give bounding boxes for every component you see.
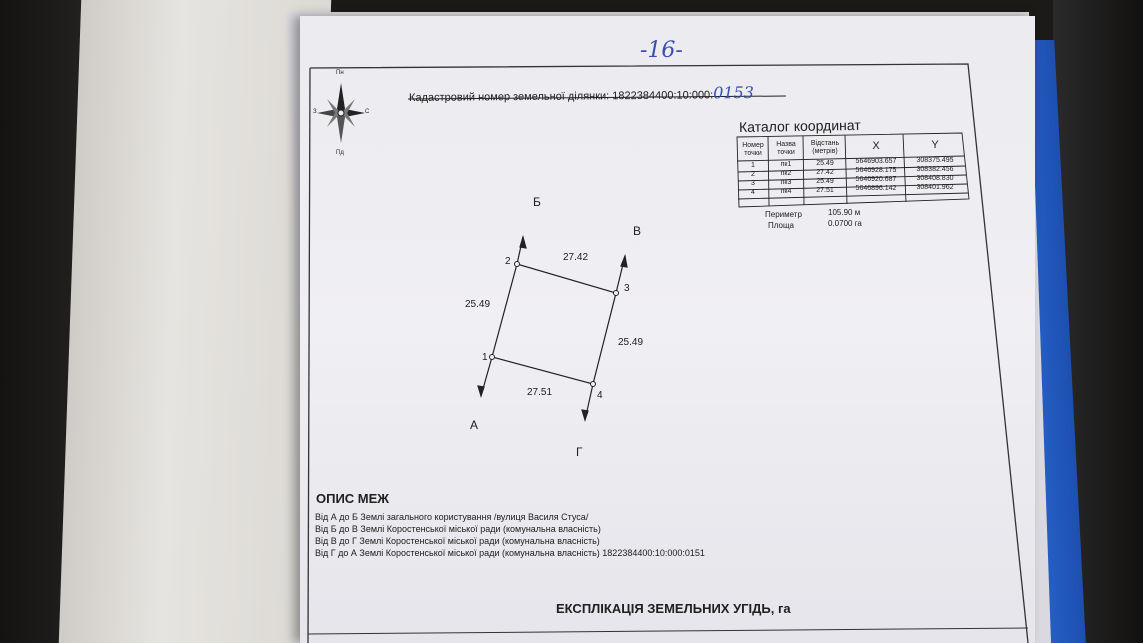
page-frame-left: [308, 68, 310, 643]
header-distance: Відстань (метрів): [810, 140, 840, 155]
letter-v: В: [633, 224, 642, 238]
letter-a: А: [470, 418, 479, 432]
header-y: Y: [931, 139, 939, 151]
parcel-boundary: [492, 264, 616, 384]
catalog-cell: 308375.495: [916, 157, 954, 164]
catalog-cell: 5646920.687: [855, 176, 897, 183]
header-point-number: Номер точки: [742, 142, 764, 157]
cadastral-number-handwritten: 0153: [713, 82, 754, 103]
boundary-line-3: Від В до Г Землі Коростенської міської ради (комунальна власність): [315, 536, 600, 546]
vertex-3: [614, 291, 619, 296]
catalog-cell: 308408.830: [916, 175, 954, 182]
boundary-line-2: Від Б до В Землі Коростенської міської ради (комунальна власність): [315, 524, 601, 534]
compass-east-label: С: [365, 109, 370, 115]
catalog-cell: 5646903.657: [855, 158, 897, 165]
distance-1-2: 25.49: [465, 299, 491, 310]
catalog-cell: 5646928.175: [855, 167, 897, 174]
point-1-label: 1: [482, 352, 488, 363]
boundary-line-1: Від А до Б Землі загального користування /вулиця Василя Стуса/: [315, 512, 589, 522]
catalog-cell: 4: [751, 189, 755, 196]
boundaries-title: ОПИС МЕЖ: [316, 491, 390, 506]
perimeter-value: 105.90 м: [828, 208, 861, 217]
page-number: -16-: [640, 38, 683, 63]
catalog-cell: 27.42: [816, 169, 834, 176]
area-label: Площа: [768, 221, 794, 230]
catalog-cell: 3: [751, 180, 755, 187]
header-point-name: Назва точки: [776, 141, 796, 156]
letter-b: Б: [533, 195, 541, 209]
catalog-cell: 5646896.142: [855, 185, 897, 192]
catalog-title: Каталог координат: [738, 116, 861, 135]
distance-2-3: 27.42: [563, 252, 589, 263]
catalog-cell: пк3: [780, 179, 792, 186]
distance-3-4: 25.49: [618, 337, 644, 348]
catalog-cell: 1: [751, 162, 755, 169]
catalog-cell: 308401.962: [916, 184, 954, 191]
catalog-cell: 25.49: [816, 160, 834, 167]
distance-4-1: 27.51: [527, 387, 553, 398]
vertex-4: [591, 382, 596, 387]
catalog-cell: 2: [751, 171, 755, 178]
letter-g: Г: [576, 445, 583, 459]
explication-table-top: [308, 628, 1028, 634]
cadastral-line: [409, 83, 754, 105]
area-value: 0.0700 га: [828, 219, 862, 228]
compass-west-label: З: [313, 109, 317, 115]
compass-north-label: Пн: [336, 70, 344, 76]
point-2-label: 2: [505, 256, 511, 267]
catalog-cell: пк4: [780, 188, 792, 195]
catalog-cell: пк1: [780, 161, 792, 168]
cadastral-number: 1822384400:10:000:: [612, 89, 714, 103]
vertex-1: [490, 355, 495, 360]
compass-south-label: Пд: [336, 150, 344, 156]
point-4-label: 4: [597, 390, 603, 401]
catalog-cell: 27.51: [816, 187, 834, 194]
header-x: X: [872, 140, 880, 152]
boundary-line-4: Від Г до А Землі Коростенської міської ради (комунальна власність) 1822384400:10:000:0151: [315, 548, 705, 558]
point-3-label: 3: [624, 283, 630, 294]
vertex-2: [515, 262, 520, 267]
compass-rose-icon: [317, 83, 365, 143]
perimeter-label: Периметр: [765, 210, 802, 219]
parcel-plan: [478, 237, 627, 420]
explication-title: ЕКСПЛІКАЦІЯ ЗЕМЕЛЬНИХ УГІДЬ, га: [556, 601, 791, 616]
catalog-cell: 308382.456: [916, 166, 954, 173]
parcel-vertices: [490, 262, 619, 387]
catalog-cell: пк2: [780, 170, 792, 177]
catalog-cell: 25.49: [816, 178, 834, 185]
cadastral-label: Кадастровий номер земельної ділянки:: [408, 90, 610, 104]
